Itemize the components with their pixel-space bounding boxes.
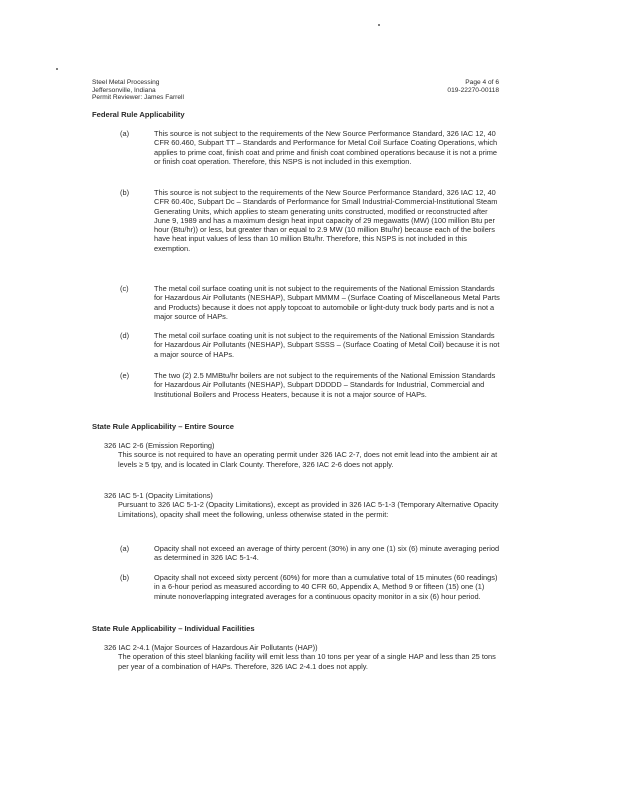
rule-title: 326 IAC 2-4.1 (Major Sources of Hazardous Air Pollutants (HAP)) [104,643,318,652]
item-text: This source is not subject to the requirements of the New Source Performance Standard, 326 IAC 12, 40 CFR 60.40c, Subpart Dc – Standards of Performance for Small Industrial-Commercial-Institutional Steam Generating Units, which applies to steam generating units constructed, modified or reconstructed after June 9, 1989 and has a maximum design heat input capacity of 29 megawatts (MW) (100 million Btu per hour (Btu/hr)) or less, but greater than or equal to 2.9 MW (10 million Btu/hr) because each of the boilers have heat input values of less than 10 million Btu/hr. Therefore, this NSPS is not included in this exemption. [154,188,498,253]
header-permit-number: 019-22270-00118 [447,86,499,94]
item-text: Opacity shall not exceed an average of thirty percent (30%) in any one (1) six (6) minute averaging period as determined in 326 IAC 5-1-4. [154,544,500,563]
rule-title: 326 IAC 2-6 (Emission Reporting) [104,441,215,450]
header-location: Jeffersonville, Indiana [92,86,156,94]
item-label: (d) [120,331,130,340]
header-company: Steel Metal Processing [92,79,160,86]
header-right [447,79,499,94]
item-text: The metal coil surface coating unit is not subject to the requirements of the National Emission Standards for Hazardous Air Pollutants (NESHAP), Subpart MMMM – (Surface Coating of Miscellaneous Metal Parts and Products) because it does not apply topcoat to automobile or light-duty truck body parts and is not a major source of HAPs. [154,284,500,321]
rule-text: This source is not required to have an operating permit under 326 IAC 2-7, does not emit lead into the ambient air at levels ≥ 5 tpy, and is located in Clark County. Therefore, 326 IAC 2-6 does not apply. [118,450,498,469]
federal-item-c [120,284,500,321]
state-individual-heading: State Rule Applicability – Individual Facilities [92,624,255,633]
item-label: (b) [120,188,130,197]
scan-speck [378,24,380,26]
federal-item-d [120,331,500,359]
rule-emission-reporting [104,441,500,469]
header-reviewer: Permit Reviewer: James Farrell [92,94,184,102]
federal-item-b [120,188,500,253]
item-text: The two (2) 2.5 MMBtu/hr boilers are not subject to the requirements of the National Emission Standards for Hazardous Air Pollutants (NESHAP), Subpart DDDDD – Standards for Industrial, Commercial and Institutional Boilers and Process Heaters, because it is not a major source of HAPs. [154,371,496,399]
item-label: (b) [120,573,130,582]
item-text: This source is not subject to the requirements of the New Source Performance Standard, 326 IAC 12, 40 CFR 60.460, Subpart TT – Standards and Performance for Metal Coil Surface Coating Operations, which applies to prime coat, finish coat and prime and finish coat combined operations because it is not a prime or finish coat operation. Therefore, this NSPS is not included in this exemption. [154,129,498,166]
rule-text: Pursuant to 326 IAC 5-1-2 (Opacity Limitations), except as provided in 326 IAC 5-1-3 (Temporary Alternative Opacity Limitations), opacity shall meet the following, unless otherwise stated in the permit: [118,500,499,519]
federal-item-e [120,371,500,399]
rule-opacity-limitations [104,491,500,519]
opacity-item-a [120,544,500,563]
item-label: (a) [120,129,130,138]
scan-speck [56,68,58,70]
item-text: Opacity shall not exceed sixty percent (60%) for more than a cumulative total of 15 minutes (60 readings) in a 6-hour period as measured according to 40 CFR 60, Appendix A, Method 9 or fifteen (15) one (1) minute nonoverlapping integrated averages for a continuous opacity monitor in a six (6) hour period. [154,573,498,601]
item-label: (c) [120,284,129,293]
federal-item-a [120,129,500,166]
rule-major-sources-hap [104,643,500,671]
item-label: (e) [120,371,130,380]
state-entire-heading: State Rule Applicability – Entire Source [92,422,234,431]
federal-heading: Federal Rule Applicability [92,110,185,119]
item-text: The metal coil surface coating unit is not subject to the requirements of the National Emission Standards for Hazardous Air Pollutants (NESHAP), Subpart SSSS – (Surface Coating of Metal Coil) because it is not a major source of HAPs. [154,331,500,359]
header-left [92,79,184,102]
opacity-item-b [120,573,500,601]
rule-text: The operation of this steel blanking facility will emit less than 10 tons per year of a single HAP and less than 25 tons per year of a combination of HAPs. Therefore, 326 IAC 2-4.1 does not apply. [118,652,496,671]
item-label: (a) [120,544,130,553]
rule-title: 326 IAC 5-1 (Opacity Limitations) [104,491,213,500]
header-page-number: Page 4 of 6 [465,79,499,86]
